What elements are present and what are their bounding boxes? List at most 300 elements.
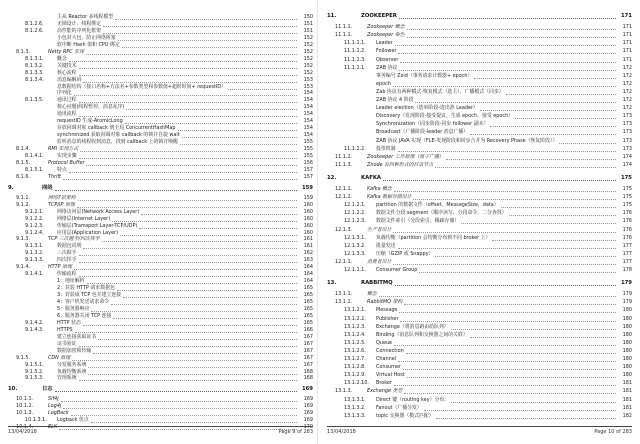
toc-chapter-entry[interactable] [327,175,632,182]
toc-entry[interactable] [327,316,632,323]
toc-entry-page: 161 [303,243,313,250]
toc-entry-title: RabbitMQ 架构 [367,299,403,306]
toc-entry-number: 9.1.3.2. [25,250,44,257]
toc-entry-page: 153 [303,76,313,83]
toc-entry-title: Exchange（将消息路由给队列） [376,323,449,330]
toc-entry-title: Thrift [48,173,62,180]
toc-entry[interactable] [8,49,313,56]
toc-leader-dots [398,146,616,152]
toc-entry[interactable] [327,210,632,217]
toc-entry[interactable] [327,259,632,266]
toc-entry-number: 13.1.2.3. [344,323,366,330]
toc-leader-dots [78,195,297,201]
toc-entry-title: ZOOKEEPER [361,13,397,19]
toc-entry-title: Kafka 概念 [367,186,392,192]
toc-entry[interactable] [327,332,632,339]
toc-entry-number: 13.1.2.2. [344,315,366,322]
toc-leader-dots [63,174,297,180]
toc-leader-dots [91,306,297,312]
toc-entry-page: 154 [303,104,313,111]
toc-leader-dots [395,40,616,46]
toc-entry-number: 13.1.2.5. [344,339,366,346]
toc-entry[interactable] [327,81,632,88]
toc-entry-page: 167 [303,340,313,347]
toc-leader-dots [451,324,616,330]
toc-entry-number: 9.1.3. [16,236,30,243]
toc-leader-dots [93,348,297,354]
toc-entry-number: 9.1.3.3. [25,257,44,264]
toc-entry[interactable] [327,138,632,145]
toc-entry-page: 171 [622,24,632,31]
toc-entry-title: RABBITMQ [361,280,393,287]
toc-entry-number: 10.1.2. [16,403,34,410]
toc-leader-dots [79,341,297,347]
toc-entry[interactable] [8,63,313,70]
toc-entry[interactable] [8,77,313,84]
right-document-page [327,0,632,444]
toc-chapter-entry[interactable] [8,185,313,192]
toc-entry[interactable] [8,355,313,362]
toc-entry[interactable] [327,299,632,306]
toc-entry[interactable] [8,285,313,292]
toc-entry[interactable] [327,40,632,47]
toc-entry-page: 177 [622,242,632,249]
toc-entry-number: 8.1.3.5. [25,97,44,104]
toc-entry[interactable] [327,121,632,128]
toc-entry-page: 173 [622,113,632,120]
toc-entry-page: 176 [622,234,632,241]
toc-entry-title: 3：封装成 TCP 包并建立连接 [57,292,122,299]
toc-entry-number: 13.1.3.2. [344,404,366,411]
toc-entry[interactable] [327,405,632,412]
page-gutter [317,0,318,444]
toc-entry-title: Zookeeper 工作原理（原子广播） [367,153,444,160]
toc-leader-dots [470,332,616,338]
toc-entry-title: Virtual Host [376,372,405,379]
toc-entry-page: 174 [622,161,632,168]
toc-entry[interactable] [8,236,313,243]
toc-entry-page: 154 [303,97,313,104]
toc-leader-dots [480,105,616,111]
toc-entry[interactable] [8,271,313,278]
page-footer [8,426,313,437]
toc-entry-title: Connection [376,347,404,354]
toc-entry-page: 167 [303,347,313,354]
toc-leader-dots [436,413,616,419]
toc-entry-title: KAFKA [361,174,382,181]
toc-entry[interactable] [8,313,313,320]
toc-entry-title: 核心问题(线程暂停、消息乱序) [57,104,125,111]
toc-entry-title: 特点 [57,166,67,173]
toc-entry[interactable] [327,65,632,72]
toc-entry-title: Zookeeper 角色 [367,32,405,39]
toc-entry-page: 169 [303,396,313,403]
toc-entry-number: 13.1.3.3. [344,412,366,419]
toc-leader-dots [400,316,616,322]
toc-entry-page: 164 [303,271,313,278]
toc-entry[interactable] [8,21,313,28]
toc-entry[interactable] [327,388,632,395]
toc-entry[interactable] [8,292,313,299]
toc-entry[interactable] [327,251,632,258]
toc-entry[interactable] [327,186,632,193]
toc-entry[interactable] [327,397,632,404]
toc-entry-page: 180 [622,372,632,379]
toc-leader-dots [474,73,616,79]
toc-entry[interactable] [8,70,313,77]
toc-entry[interactable] [327,227,632,234]
toc-leader-dots [407,372,616,378]
toc-entry[interactable] [327,105,632,112]
toc-leader-dots [75,327,297,333]
toc-entry-page: 177 [622,250,632,257]
toc-entry[interactable] [8,250,313,257]
toc-entry-page: 172 [622,72,632,79]
toc-entry[interactable] [8,56,313,63]
toc-entry[interactable] [327,364,632,371]
toc-entry-number: 11.1.2. [335,153,353,160]
toc-entry-page: 168 [303,368,313,375]
toc-entry[interactable] [327,348,632,355]
toc-entry[interactable] [327,340,632,347]
toc-entry-title: 概念 [367,291,377,298]
toc-leader-dots [399,13,616,19]
toc-entry-title: Netty RPC 实现 [48,48,85,55]
toc-entry-title: 应用层(Application Layer) [57,229,119,236]
toc-entry-page: 152 [303,69,313,76]
toc-entry-page: 176 [622,210,632,217]
toc-entry-page: 173 [622,145,632,152]
toc-entry-page: 165 [303,292,313,299]
toc-entry-title: TCP/IP 原理 [48,201,75,208]
toc-entry[interactable] [327,48,632,55]
toc-entry-number: 9.1.5.2. [25,368,44,375]
toc-leader-dots [379,291,616,297]
toc-entry-title: requestID 生成-AtomicLong [57,118,123,125]
toc-leader-dots [446,154,616,160]
toc-entry-page: 176 [622,218,632,225]
toc-entry-page: 167 [303,333,313,340]
toc-leader-dots [86,160,297,166]
toc-entry[interactable] [8,341,313,348]
toc-entry-page: 180 [622,364,632,371]
toc-chapter-entry[interactable] [8,386,313,393]
toc-leader-dots [399,307,616,313]
toc-entry-number: 11. [327,13,337,19]
toc-entry-page: 159 [303,194,313,201]
toc-entry-number: 13.1.2.6. [344,347,366,354]
toc-leader-dots [419,267,616,273]
toc-entry[interactable] [8,348,313,355]
toc-leader-dots [125,118,297,124]
toc-entry-page: 165 [303,305,313,312]
toc-entry-number: 12.1.1. [335,186,353,192]
toc-entry-page: 171 [622,48,632,55]
toc-chapter-entry[interactable] [327,280,632,287]
toc-entry-page: 171 [620,13,632,19]
toc-entry-title: 事务编号 Zxid（事务请求计数器+ epoch） [376,72,473,79]
toc-entry[interactable] [8,216,313,223]
toc-entry-number: 8.1.4.1. [25,153,44,159]
toc-entry[interactable] [327,291,632,298]
toc-entry[interactable] [327,32,632,39]
toc-entry-page: 166 [303,326,313,333]
footer-date: 13/04/2018 [327,429,356,435]
toc-entry-title: 三次握手 [57,250,77,257]
toc-leader-dots [55,386,297,392]
toc-entry-number: 8.1.3.2. [25,62,44,69]
toc-entry[interactable] [8,153,313,160]
toc-entry[interactable] [8,104,313,111]
toc-entry-title: 1：地址解析 [57,278,85,285]
toc-entry-title: 4：客户机发送请求命令 [57,299,110,305]
toc-entry[interactable] [327,380,632,387]
toc-entry-title: topic 交换器（模式匹配） [376,412,434,419]
toc-entry[interactable] [327,218,632,225]
toc-entry[interactable] [327,324,632,331]
toc-entry[interactable] [8,28,313,35]
toc-entry-page: 150 [303,14,313,20]
toc-entry-title: synchronized 获取回调对象 callback 的锁并自旋 wait [57,132,180,139]
toc-entry-title: 主从 Reactor 多线程模型 [57,14,114,20]
toc-entry-page: 178 [622,267,632,273]
toc-entry[interactable] [8,146,313,153]
toc-entry[interactable] [327,146,632,153]
toc-leader-dots [98,334,297,340]
toc-entry-title: 四次挥手 [57,257,77,264]
toc-entry[interactable] [8,160,313,167]
toc-entry[interactable] [8,410,313,417]
toc-entry-number: 12.1.3.2. [344,242,366,249]
toc-entry[interactable] [8,264,313,271]
toc-entry-page: 172 [622,80,632,87]
toc-entry[interactable] [327,89,632,96]
toc-entry[interactable] [327,235,632,242]
toc-entry[interactable] [8,84,313,91]
toc-entry-page: 179 [620,280,632,287]
toc-entry-title: TCP 三次握手/四次挥手 [48,236,100,243]
toc-leader-dots [79,63,297,69]
toc-entry[interactable] [327,57,632,64]
toc-entry[interactable] [8,35,313,42]
toc-leader-dots [113,313,297,319]
toc-entry-title: 概念 [57,55,67,62]
toc-leader-dots [79,257,297,263]
toc-entry[interactable] [327,97,632,104]
toc-leader-dots [61,396,297,402]
toc-entry[interactable] [8,396,313,403]
toc-entry-number: 9.1.5. [16,354,30,361]
page-footer [327,426,632,437]
toc-entry-title: ZAB 协议 JAVA 实现（FLE-发现阶段和同步合并为 Recovery Phase（恢复阶段）） [376,137,558,144]
toc-entry-title: 通讯流程 [57,111,77,118]
toc-entry[interactable] [8,369,313,376]
toc-entry-title: 息数据结构（接口名称+方法名+参数类型和参数值+超时时间+ requestID） [57,83,226,90]
toc-entry-title: partition 的数据文件（offset，MessageSize，data） [376,202,499,209]
toc-entry[interactable] [8,362,313,369]
toc-leader-dots [399,65,616,71]
toc-entry-number: 13.1.1. [335,291,353,298]
toc-leader-dots [103,21,297,27]
toc-leader-dots [403,364,616,370]
toc-entry[interactable] [8,417,313,424]
toc-entry[interactable] [327,413,632,420]
toc-entry-number: 9.1.4.2. [25,319,44,326]
toc-entry-number: 9. [8,184,14,191]
toc-entry-title: 存放回调对象 callback 到全局 ConcurrentHashMap [57,125,176,132]
toc-entry-number: 9.1.2.1. [25,208,44,215]
toc-entry-page: 154 [303,118,313,125]
toc-entry-title: LogBack [48,410,69,417]
toc-entry-page: 165 [303,319,313,326]
toc-entry[interactable] [327,243,632,250]
toc-entry-page: 152 [303,55,313,62]
toc-entry-title: RMI 实现方式 [48,146,79,153]
toc-entry[interactable] [8,195,313,202]
toc-entry-title: 日志 [42,386,53,393]
toc-entry-number: 9.1.5.3. [25,375,44,382]
toc-leader-dots [383,175,616,181]
toc-leader-dots [69,167,297,173]
toc-leader-dots [228,84,297,90]
toc-entry-page: 160 [303,229,313,236]
toc-entry[interactable] [8,97,313,104]
toc-entry-page: 181 [622,404,632,411]
toc-entry-title: Zookeeper 概念 [367,24,405,31]
toc-entry-page: 172 [622,97,632,103]
toc-entry[interactable] [8,111,313,118]
toc-entry[interactable] [8,320,313,327]
toc-entry-page: 176 [622,226,632,233]
toc-entry[interactable] [327,194,632,201]
toc-entry-number: 8.1.3. [16,48,30,55]
toc-entry-page: 181 [622,380,632,387]
toc-leader-dots [559,138,616,144]
toc-leader-dots [79,271,297,277]
toc-leader-dots [117,285,297,291]
toc-entry-page: 172 [622,105,632,112]
toc-entry[interactable] [327,154,632,161]
toc-leader-dots [139,223,297,229]
toc-leader-dots [395,280,616,286]
toc-entry[interactable] [327,162,632,169]
toc-entry-title: Broadcast（广播阶段-leader 消息广播） [376,129,469,136]
toc-entry-page: 173 [622,129,632,136]
toc-entry[interactable] [8,306,313,313]
toc-entry[interactable] [8,174,313,181]
toc-entry-title: Direct 键（routing key）分布： [376,396,450,403]
toc-entry[interactable] [327,356,632,363]
toc-entry-page: 151 [303,27,313,34]
toc-entry-title: Leader [376,40,393,47]
toc-entry[interactable] [327,73,632,80]
toc-leader-dots [141,209,297,215]
toc-entry[interactable] [327,113,632,120]
toc-leader-dots [122,42,297,48]
toc-entry-title: Log4j [48,403,62,410]
toc-chapter-entry[interactable] [327,13,632,20]
toc-entry[interactable] [8,90,313,97]
toc-entry-title: Leader election（选举阶段-选出准 Leader） [376,105,478,112]
toc-entry[interactable] [8,42,313,49]
toc-entry-title: 建立连接获取证书 [57,333,97,340]
toc-entry-page: 171 [622,56,632,63]
toc-entry-number: 11.1.1. [335,24,353,31]
toc-entry-title: Publisher [376,315,399,322]
toc-entry[interactable] [327,202,632,209]
toc-entry-title: 序列化 [57,90,72,97]
toc-leader-dots [55,185,297,191]
toc-entry[interactable] [327,129,632,136]
toc-entry-title: Logback 优点 [57,417,89,424]
footer-page-number: Page 9 of 283 [278,429,313,435]
toc-entry-title: 数据加密和传输 [57,347,92,354]
toc-entry-number: 8.1.2.6. [25,20,44,27]
toc-entry-page: 173 [622,137,632,144]
toc-entry[interactable] [327,267,632,274]
toc-leader-dots [88,362,297,368]
toc-entry-page: 169 [303,410,313,417]
toc-leader-dots [393,259,616,265]
toc-entry-title: Synchronization（同步阶段-同步 follower 副本） [376,121,489,128]
toc-entry-title: ZAB 协议 [376,64,398,71]
toc-leader-dots [394,186,616,192]
toc-leader-dots [435,162,616,168]
toc-entry-number: 11.1.3. [335,161,353,168]
toc-entry[interactable] [8,209,313,216]
toc-leader-dots [71,410,297,416]
toc-entry[interactable] [8,243,313,250]
toc-entry[interactable] [327,372,632,379]
toc-entry[interactable] [8,278,313,285]
toc-entry-number: 11.1.1.2. [344,48,366,55]
toc-entry[interactable] [8,167,313,174]
footer-date: 13/04/2018 [8,429,37,435]
toc-entry-title: 关键技术 [57,62,77,69]
footer-page-number: Page 10 of 283 [594,429,632,435]
toc-leader-dots [509,210,616,216]
toc-entry-title: 批量发送 [376,242,396,249]
toc-entry-number: 8.1.3.3. [25,69,44,76]
toc-entry[interactable] [327,24,632,31]
toc-entry[interactable] [8,223,313,230]
toc-leader-dots [178,125,298,131]
toc-entry[interactable] [8,375,313,382]
toc-leader-dots [91,417,297,423]
toc-entry-title: Exchange 类型 [367,388,403,395]
toc-entry-number: 12.1.2.2. [344,210,366,217]
toc-entry[interactable] [8,327,313,334]
toc-entry-number: 11.1.1.1. [344,40,366,47]
toc-entry-number: 10. [8,386,18,393]
toc-entry-number: 12.1.3. [335,226,353,233]
toc-entry-title: Message [376,307,398,314]
toc-entry-number: 12.1.1.1. [344,267,366,273]
toc-entry[interactable] [327,307,632,314]
toc-entry-number: 12.1.1. [335,258,353,265]
toc-entry[interactable] [8,14,313,21]
toc-entry-page: 182 [622,412,632,419]
toc-entry[interactable] [8,202,313,209]
toc-entry-page: 180 [622,356,632,362]
toc-entry-title: Kafka 数据存储设计 [367,194,412,201]
toc-entry[interactable] [8,299,313,306]
toc-entry-title: Consumer Group [376,267,418,273]
toc-entry-number: 9.1.2.2. [25,215,44,222]
toc-entry[interactable] [8,334,313,341]
toc-entry[interactable] [8,403,313,410]
toc-leader-dots [115,14,297,20]
